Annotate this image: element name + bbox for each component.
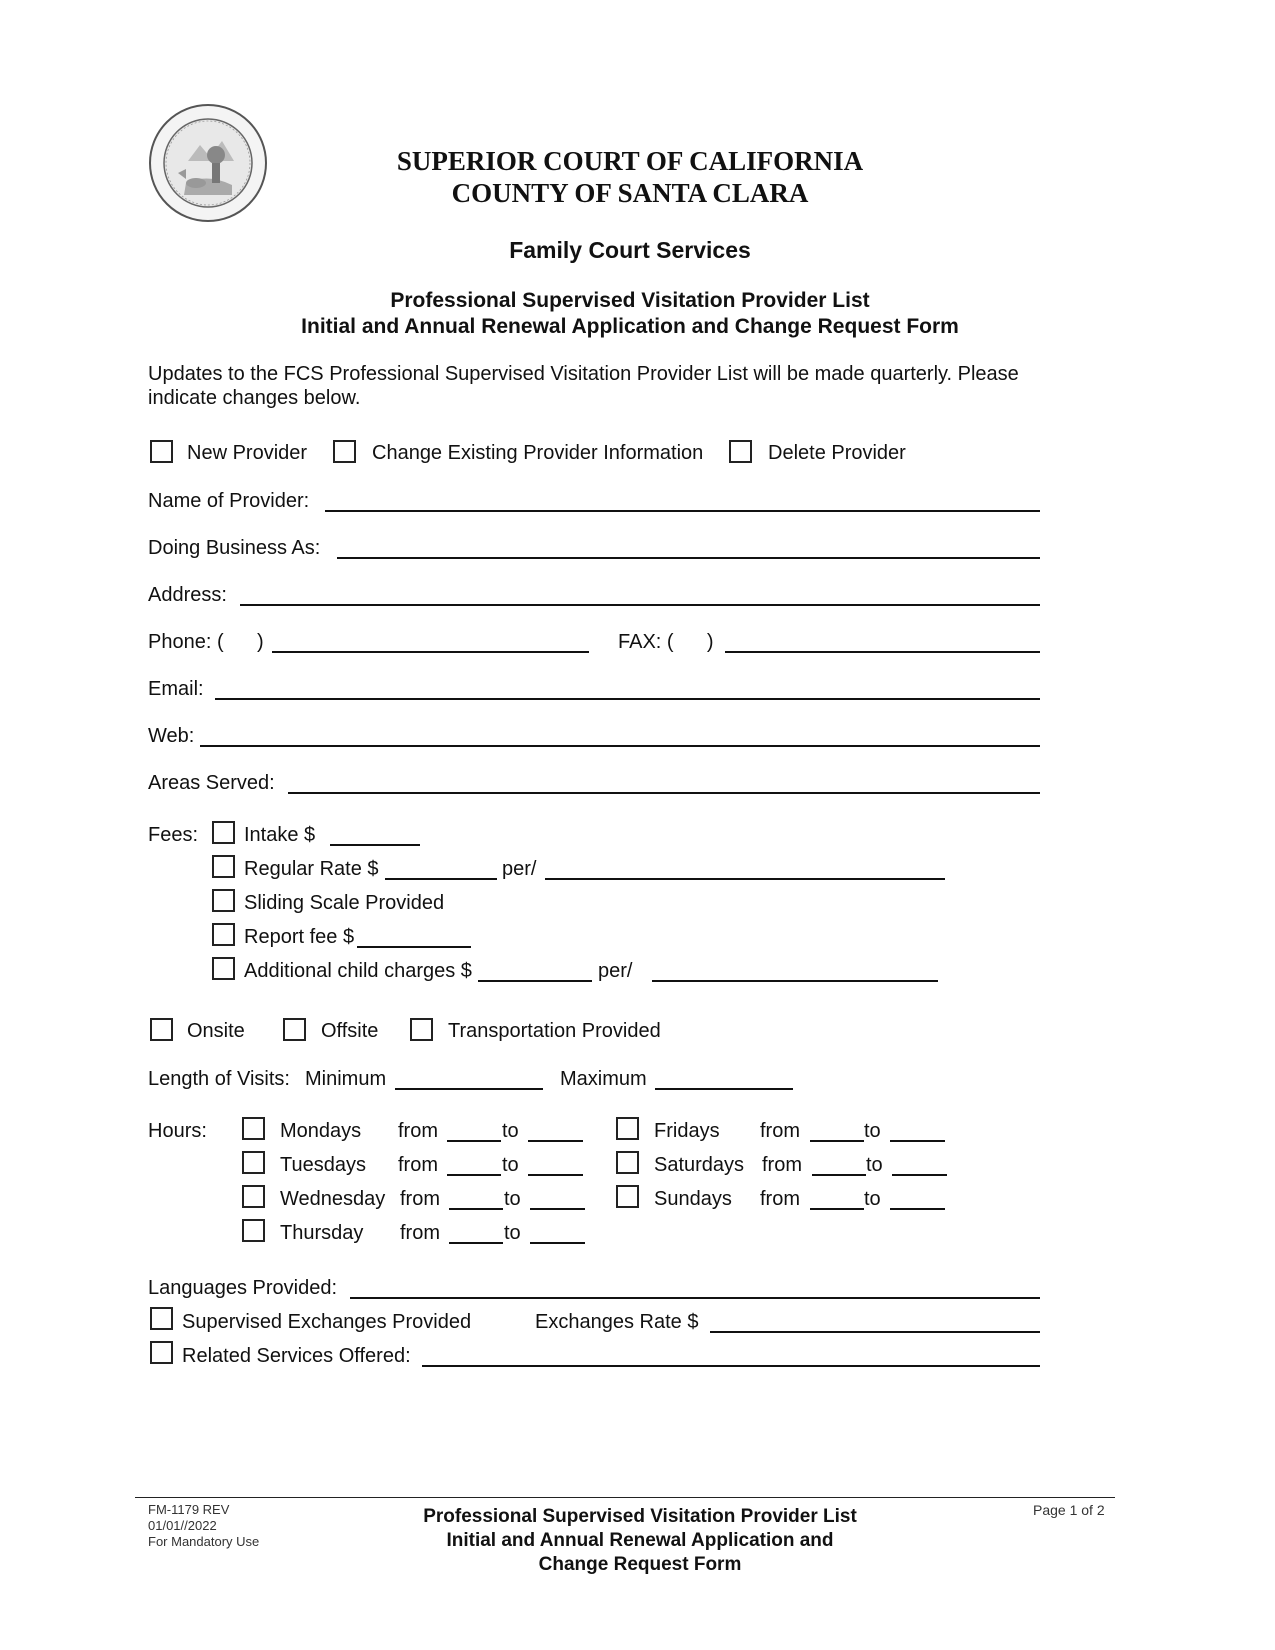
supervised-exchanges-checkbox[interactable]	[150, 1307, 173, 1330]
phone-label: Phone: ( )	[148, 631, 264, 653]
visit-maximum-label: Maximum	[560, 1068, 647, 1090]
regular-rate-label: Regular Rate $	[244, 858, 379, 880]
report-fee-checkbox[interactable]	[212, 923, 235, 946]
thursday-to-label: to	[504, 1222, 521, 1244]
additional-child-label: Additional child charges $	[244, 960, 472, 982]
fees-label: Fees:	[148, 824, 199, 846]
related-services-field[interactable]	[422, 1365, 1040, 1367]
saturday-label: Saturdays	[654, 1154, 745, 1176]
email-label: Email:	[148, 678, 204, 700]
monday-from-label: from	[398, 1120, 438, 1142]
court-name-line1: SUPERIOR COURT OF CALIFORNIA	[396, 146, 864, 176]
additional-child-field[interactable]	[478, 980, 592, 982]
tuesday-label: Tuesdays	[280, 1154, 366, 1176]
footer-title-line2: Initial and Annual Renewal Application and	[446, 1530, 834, 1551]
additional-child-per-field[interactable]	[652, 980, 938, 982]
areas-served-field[interactable]	[288, 792, 1040, 794]
monday-from-field[interactable]	[447, 1140, 501, 1142]
friday-label: Fridays	[654, 1120, 720, 1142]
intro-line1: Updates to the FCS Professional Supervised Visitation Provider List will be made quarterly. Please	[148, 363, 1019, 385]
saturday-from-field[interactable]	[812, 1174, 866, 1176]
related-services-checkbox[interactable]	[150, 1341, 173, 1364]
languages-label: Languages Provided:	[148, 1277, 338, 1299]
offsite-label: Offsite	[321, 1020, 379, 1042]
new-provider-label: New Provider	[187, 442, 308, 464]
monday-checkbox[interactable]	[242, 1117, 265, 1140]
provider-name-field[interactable]	[325, 510, 1040, 512]
saturday-from-label: from	[762, 1154, 802, 1176]
intro-line2: indicate changes below.	[148, 387, 361, 409]
form-title-line2: Initial and Annual Renewal Application and Change Request Form	[301, 315, 959, 338]
wednesday-to-field[interactable]	[530, 1208, 585, 1210]
friday-to-field[interactable]	[890, 1140, 945, 1142]
visit-minimum-label: Minimum	[305, 1068, 387, 1090]
transportation-checkbox[interactable]	[410, 1018, 433, 1041]
saturday-checkbox[interactable]	[616, 1151, 639, 1174]
tuesday-checkbox[interactable]	[242, 1151, 265, 1174]
thursday-label: Thursday	[280, 1222, 364, 1244]
report-fee-field[interactable]	[357, 946, 471, 948]
friday-to-label: to	[864, 1120, 881, 1142]
sunday-from-label: from	[760, 1188, 800, 1210]
friday-from-field[interactable]	[810, 1140, 864, 1142]
regular-rate-per-label: per/	[502, 858, 537, 880]
sunday-to-label: to	[864, 1188, 881, 1210]
saturday-to-field[interactable]	[892, 1174, 947, 1176]
thursday-checkbox[interactable]	[242, 1219, 265, 1242]
languages-field[interactable]	[350, 1297, 1040, 1299]
onsite-checkbox[interactable]	[150, 1018, 173, 1041]
division-title: Family Court Services	[509, 237, 751, 263]
address-label: Address:	[148, 584, 227, 606]
saturday-to-label: to	[866, 1154, 883, 1176]
phone-field[interactable]	[272, 651, 589, 653]
delete-provider-label: Delete Provider	[768, 442, 906, 464]
report-fee-label: Report fee $	[244, 926, 355, 948]
fax-label: FAX: ( )	[618, 631, 714, 653]
sunday-to-field[interactable]	[890, 1208, 945, 1210]
sunday-checkbox[interactable]	[616, 1185, 639, 1208]
court-name-line2: COUNTY OF SANTA CLARA	[451, 178, 809, 208]
intake-checkbox[interactable]	[212, 821, 235, 844]
change-provider-checkbox[interactable]	[333, 440, 356, 463]
thursday-from-label: from	[400, 1222, 440, 1244]
footer-date: 01/01//2022	[148, 1518, 217, 1533]
sunday-label: Sundays	[654, 1188, 732, 1210]
sunday-from-field[interactable]	[810, 1208, 864, 1210]
friday-checkbox[interactable]	[616, 1117, 639, 1140]
california-seal-icon	[148, 103, 268, 223]
sliding-scale-checkbox[interactable]	[212, 889, 235, 912]
related-services-label: Related Services Offered:	[182, 1345, 411, 1367]
thursday-from-field[interactable]	[449, 1242, 503, 1244]
footer-title-line1: Professional Supervised Visitation Provider List	[423, 1506, 857, 1527]
dba-label: Doing Business As:	[148, 537, 321, 559]
exchanges-rate-field[interactable]	[710, 1331, 1040, 1333]
intake-label: Intake $	[244, 824, 316, 846]
provider-name-label: Name of Provider:	[148, 490, 310, 512]
transportation-label: Transportation Provided	[448, 1020, 661, 1042]
visit-length-label: Length of Visits:	[148, 1068, 290, 1090]
fax-field[interactable]	[725, 651, 1040, 653]
footer-use: For Mandatory Use	[148, 1534, 260, 1549]
web-field[interactable]	[200, 745, 1040, 747]
sliding-scale-label: Sliding Scale Provided	[244, 892, 445, 914]
regular-rate-field[interactable]	[385, 878, 497, 880]
wednesday-label: Wednesday	[280, 1188, 386, 1210]
additional-child-checkbox[interactable]	[212, 957, 235, 980]
delete-provider-checkbox[interactable]	[729, 440, 752, 463]
wednesday-from-field[interactable]	[449, 1208, 503, 1210]
dba-field[interactable]	[337, 557, 1040, 559]
hours-label: Hours:	[148, 1120, 207, 1142]
tuesday-to-field[interactable]	[528, 1174, 583, 1176]
offsite-checkbox[interactable]	[283, 1018, 306, 1041]
monday-to-label: to	[502, 1120, 519, 1142]
wednesday-checkbox[interactable]	[242, 1185, 265, 1208]
wednesday-from-label: from	[400, 1188, 440, 1210]
tuesday-to-label: to	[502, 1154, 519, 1176]
monday-to-field[interactable]	[528, 1140, 583, 1142]
wednesday-to-label: to	[504, 1188, 521, 1210]
email-field[interactable]	[215, 698, 1040, 700]
tuesday-from-field[interactable]	[447, 1174, 501, 1176]
monday-label: Mondays	[280, 1120, 362, 1142]
visit-maximum-field[interactable]	[655, 1088, 793, 1090]
exchanges-rate-label: Exchanges Rate $	[535, 1311, 699, 1333]
friday-from-label: from	[760, 1120, 800, 1142]
form-title-line1: Professional Supervised Visitation Provider List	[390, 289, 870, 312]
footer-page-number: Page 1 of 2	[1033, 1502, 1105, 1518]
regular-rate-per-field[interactable]	[545, 878, 945, 880]
intake-field[interactable]	[330, 844, 420, 846]
supervised-exchanges-label: Supervised Exchanges Provided	[182, 1311, 472, 1333]
onsite-label: Onsite	[187, 1020, 245, 1042]
visit-minimum-field[interactable]	[395, 1088, 543, 1090]
new-provider-checkbox[interactable]	[150, 440, 173, 463]
footer-rule	[135, 1497, 1115, 1498]
tuesday-from-label: from	[398, 1154, 438, 1176]
additional-child-per-label: per/	[598, 960, 633, 982]
address-field[interactable]	[240, 604, 1040, 606]
change-provider-label: Change Existing Provider Information	[372, 442, 704, 464]
footer-form-number: FM-1179 REV	[148, 1502, 230, 1517]
regular-rate-checkbox[interactable]	[212, 855, 235, 878]
thursday-to-field[interactable]	[530, 1242, 585, 1244]
footer-title-line3: Change Request Form	[538, 1554, 742, 1575]
areas-served-label: Areas Served:	[148, 772, 275, 794]
web-label: Web:	[148, 725, 195, 747]
